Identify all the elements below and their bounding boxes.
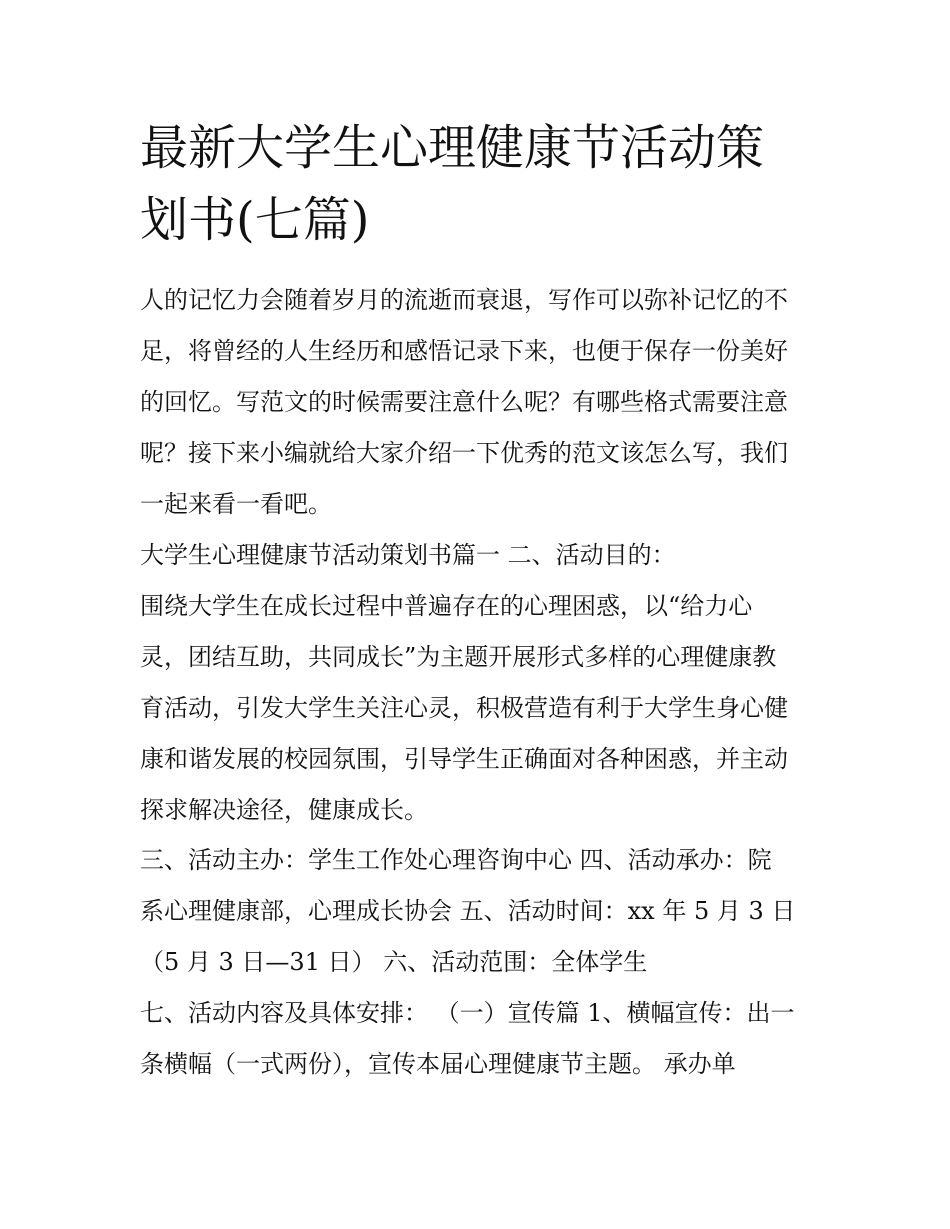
section-heading bbox=[140, 530, 820, 581]
section-heading-text: 大学生心理健康节活动策划书篇一 二、活动目的： bbox=[140, 541, 676, 569]
paragraph-line: 七、活动内容及具体安排： （一）宣传篇 1、横幅宣传：出一 bbox=[140, 999, 795, 1027]
title-line: 最新大学生心理健康节活动策 bbox=[140, 120, 765, 176]
paragraph-line: 的回忆。写范文的时候需要注意什么呢？有哪些格式需要注意 bbox=[140, 388, 788, 416]
paragraph-line: （5 月 3 日—31 日） 六、活动范围：全体学生 bbox=[140, 948, 648, 976]
paragraph-line: 探求解决途径，健康成长。 bbox=[140, 796, 428, 824]
paragraph-line: 围绕大学生在成长过程中普遍存在的心理困惑，以“给力心 bbox=[140, 592, 753, 620]
intro-paragraph bbox=[140, 275, 820, 530]
paragraph-line: 灵，团结互助，共同成长”为主题开展形式多样的心理健康教 bbox=[140, 643, 777, 671]
content-paragraph bbox=[140, 988, 820, 1090]
paragraph-line: 一起来看一看吧。 bbox=[140, 490, 332, 518]
paragraph-line: 呢？接下来小编就给大家介绍一下优秀的范文该怎么写，我们 bbox=[140, 439, 788, 467]
purpose-paragraph bbox=[140, 581, 820, 836]
paragraph-line: 人的记忆力会随着岁月的流逝而衰退，写作可以弥补记忆的不 bbox=[140, 286, 788, 314]
paragraph-line: 三、活动主办：学生工作处心理咨询中心 四、活动承办：院 bbox=[140, 846, 772, 874]
title-line: 划书(七篇) bbox=[140, 192, 370, 248]
paragraph-line: 康和谐发展的校园氛围，引导学生正确面对各种困惑，并主动 bbox=[140, 745, 788, 773]
paragraph-line: 足，将曾经的人生经历和感悟记录下来，也便于保存一份美好 bbox=[140, 337, 788, 365]
paragraph-line: 条横幅（一式两份），宣传本届心理健康节主题。 承办单 bbox=[140, 1050, 736, 1078]
paragraph-line: 系心理健康部，心理成长协会 五、活动时间：xx 年 5 月 3 日 bbox=[140, 897, 796, 925]
document-title bbox=[140, 112, 830, 256]
paragraph-line: 育活动，引发大学生关注心灵，积极营造有利于大学生身心健 bbox=[140, 694, 788, 722]
organizer-paragraph bbox=[140, 835, 820, 988]
